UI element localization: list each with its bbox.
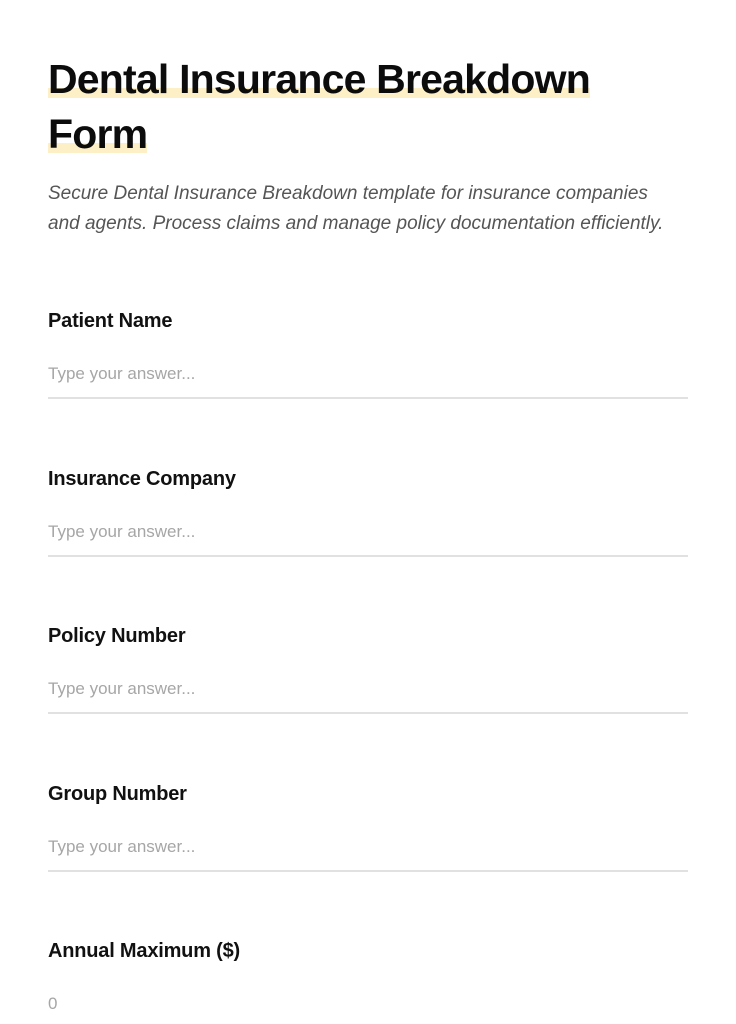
form-description: Secure Dental Insurance Breakdown template for insurance companies and agents. Process claims and manage policy documentation efficiently. bbox=[48, 183, 664, 234]
form-title bbox=[48, 52, 648, 162]
form-title-text: Dental Insurance Breakdown Form bbox=[48, 56, 590, 157]
annual-maximum-label: Annual Maximum ($) bbox=[48, 940, 240, 962]
policy-number-label: Policy Number bbox=[48, 625, 186, 647]
annual-maximum-field bbox=[48, 938, 688, 1024]
group-number-field bbox=[48, 781, 688, 872]
insurance-company-field bbox=[48, 466, 688, 557]
insurance-company-label: Insurance Company bbox=[48, 468, 236, 490]
insurance-company-input[interactable] bbox=[48, 520, 688, 557]
policy-number-input[interactable] bbox=[48, 677, 688, 714]
group-number-input[interactable] bbox=[48, 835, 688, 872]
group-number-label: Group Number bbox=[48, 783, 187, 805]
patient-name-label: Patient Name bbox=[48, 310, 173, 332]
annual-maximum-input[interactable] bbox=[48, 992, 688, 1024]
patient-name-field bbox=[48, 308, 688, 399]
patient-name-input[interactable] bbox=[48, 362, 688, 399]
policy-number-field bbox=[48, 623, 688, 714]
